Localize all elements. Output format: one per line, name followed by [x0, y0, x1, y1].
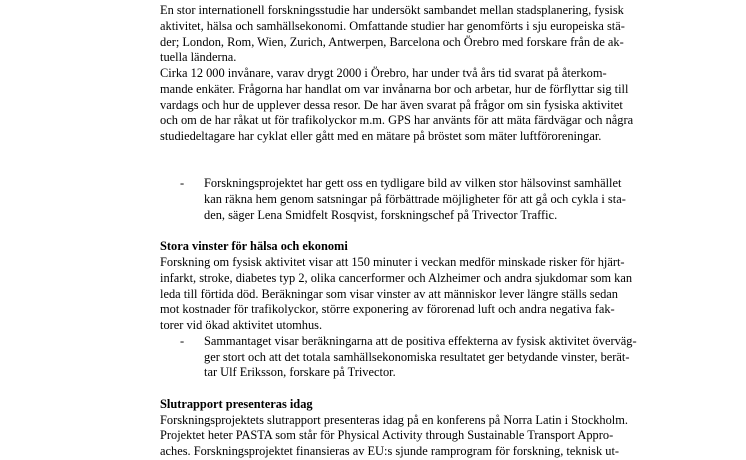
text-line: vardags och hur de upplever dessa resor. De har även svarat på frågor om sin fysiska aktivitet [160, 97, 623, 112]
text-line: Cirka 12 000 invånare, varav drygt 2000 i Örebro, har under två års tid svarat på återkom- [160, 66, 607, 80]
spacer [160, 224, 720, 240]
section-health-economy [160, 239, 720, 334]
spacer [160, 161, 720, 177]
spacer [160, 145, 720, 161]
text-line: Projektet heter PASTA som står för Physical Activity through Sustainable Transport Appro- [160, 428, 614, 443]
quote-line: kan räkna hem genom satsningar på förbättrade möjligheter för att gå och cykla i sta- [204, 192, 626, 206]
text-line: studiedeltagare har cyklat eller gått med en mätare på bröstet som mäter luftföroreningar. [160, 129, 602, 143]
quote-line: den, säger Lena Smidfelt Rosqvist, forskningschef på Trivector Traffic. [204, 207, 558, 222]
text-line: mot kostnader för trafikolyckor, större exponering av förorenad luft och andra negativa fak- [160, 302, 615, 317]
text-line: der; London, Rom, Wien, Zurich, Antwerpen, Barcelona och Örebro med forskare från de ak- [160, 34, 624, 49]
text-line: Forskning om fysisk aktivitet visar att 150 minuter i veckan medför minskade risker för hjärt- [160, 255, 625, 269]
text-line: Forskningsprojektets slutrapport presenteras idag på en konferens på Norra Latin i Stockholm. [160, 412, 628, 427]
dash-bullet-icon: - [180, 333, 185, 348]
quote-bullet-eriksson [160, 334, 720, 381]
quote-line: tar Ulf Eriksson, forskare på Trivector. [204, 365, 396, 380]
quote-line: Forskningsprojektet har gett oss en tydligare bild av vilken stor hälsovinst samhället [204, 176, 622, 191]
quote-bullet-rosqvist [160, 176, 720, 223]
intro-paragraph [160, 3, 720, 145]
text-line: infarkt, stroke, diabetes typ 2, olika cancerformer och Alzheimer och andra sjukdomar som kan [160, 270, 633, 285]
text-line: mande enkäter. Frågorna har handlat om var invånarna bor och arbetar, hur de förflyttar sig till [160, 81, 629, 96]
text-line: aches. Forskningsprojektet finansieras av EU:s sjunde ramprogram för forskning, teknisk ut- [160, 444, 620, 458]
quote-line: Sammantaget visar beräkningarna att de positiva effekterna av fysisk aktivitet överväg- [204, 333, 637, 348]
document-page [160, 3, 720, 460]
text-line: En stor internationell forskningsstudie har undersökt sambandet mellan stadsplanering, fysisk [160, 3, 624, 17]
text-line: torer vid ökad aktivitet utomhus. [160, 318, 323, 332]
text-line: leda till förtida död. Beräkningar som visar vinster av att människor lever längre ställs sedan [160, 286, 618, 301]
section-heading: Slutrapport presenteras idag [160, 396, 313, 411]
text-line: aktivitet, hälsa och samhällsekonomi. Omfattande studier har genomförts i sju europeiska stä- [160, 18, 625, 33]
text-line: tuella länderna. [160, 50, 237, 65]
quote-line: ger stort och att det totala samhällsekonomiska resultatet ger betydande vinster, berät- [204, 349, 630, 364]
spacer [160, 381, 720, 397]
dash-bullet-icon: - [180, 176, 185, 191]
section-heading: Stora vinster för hälsa och ekonomi [160, 239, 348, 254]
text-line: och om de har råkat ut för trafikolyckor m.m. GPS har använts för att mäta färdvägar och några [160, 113, 634, 128]
section-final-report [160, 397, 720, 460]
